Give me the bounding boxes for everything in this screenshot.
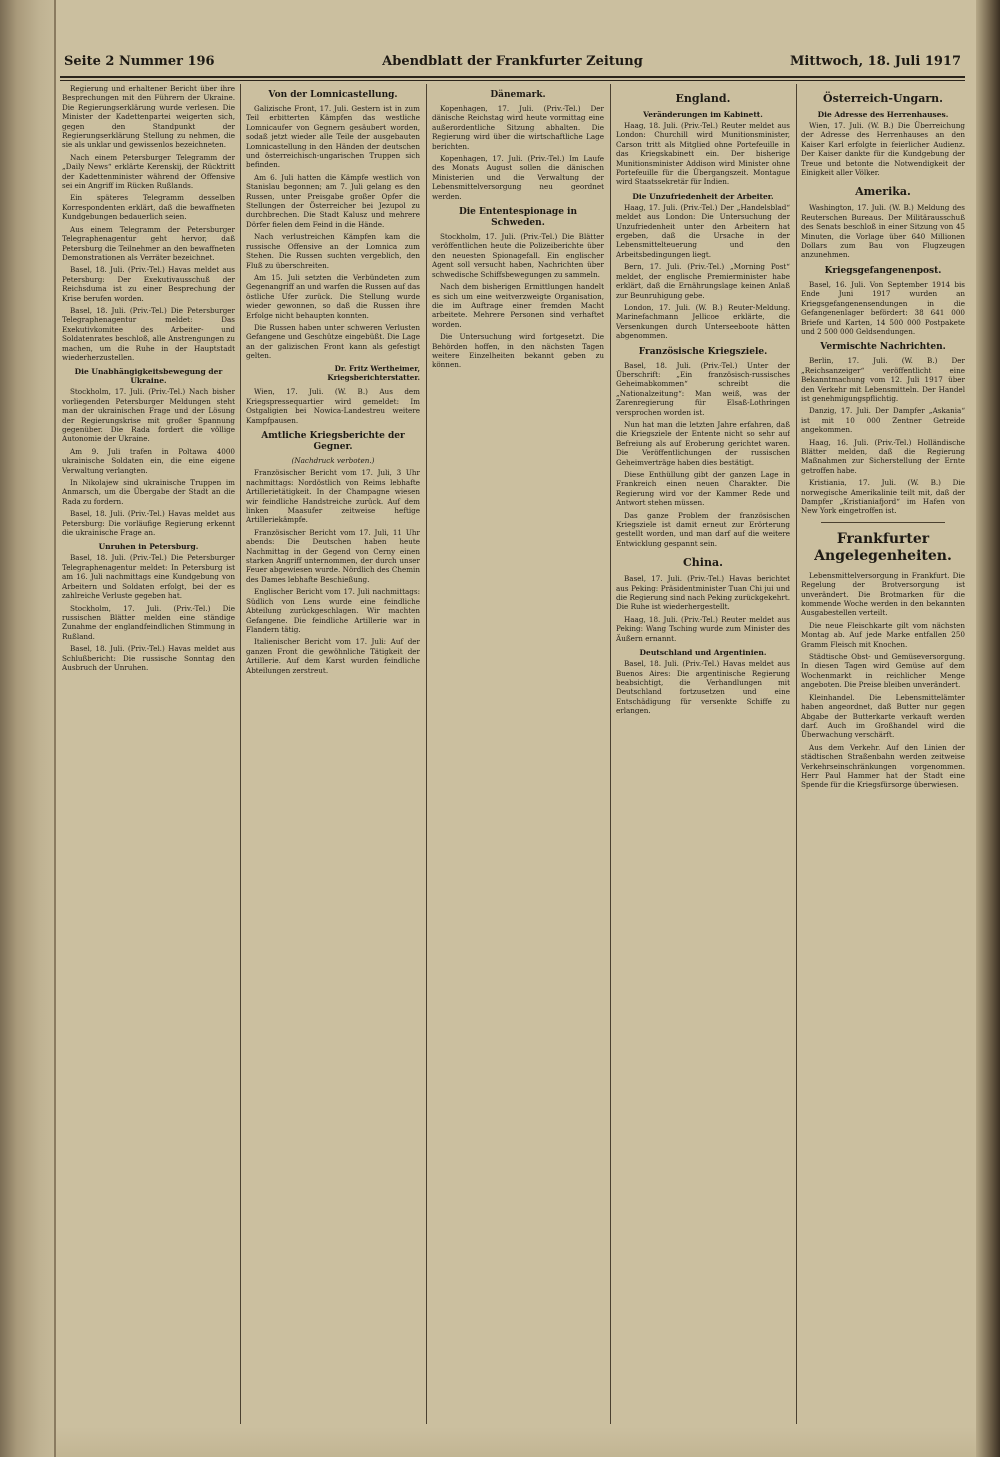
article-paragraph: Kleinhandel. Die Lebensmittelämter haben angeordnet, daß Butter nur gegen Abgabe der Butterkarte verkauft werden darf. Auch im Großhandel wird die Überwachung verschärft. — [801, 692, 965, 740]
article-paragraph: London, 17. Juli. (W. B.) Reuter-Meldung. Marinefachmann Jellicoe erklärte, die Versenkungen durch Unterseeboote hätten abgenommen. — [616, 302, 790, 341]
article-headline: Kriegsgefangenenpost. — [824, 265, 942, 276]
article-paragraph: Basel, 18. Juli. (Priv.-Tel.) Unter der Überschrift: „Ein französisch-russisches Geheimabkommen“ schreibt die „Nationalzeitung“: Man weiß, was der Zarenregierung für Elsaß-Lothringen versprochen worden ist. — [616, 360, 790, 417]
article-paragraph: Danzig, 17. Juli. Der Dampfer „Askania“ ist mit 10 000 Zentner Getreide angekommen. — [801, 406, 965, 435]
article-paragraph: Die Russen haben unter schweren Verlusten Gefangene und Geschütze eingebüßt. Die Lage an der galizischen Front kann als gefestigt gelten. — [246, 322, 420, 361]
article-paragraph: Washington, 17. Juli. (W. B.) Meldung des Reuterschen Bureaus. Der Militärausschuß des Senats beschloß in einer Sitzung von 45 Minuten, die Vorlage über 640 Millionen Dollars zum Bau von Flugzeugen anzunehmen. — [801, 203, 965, 260]
column-rule — [610, 84, 611, 1424]
article-paragraph: Stockholm, 17. Juli. (Priv.-Tel.) Die russischen Blätter melden eine ständige Zunahme der englandfeindlichen Stimmung in Rußland. — [62, 603, 235, 641]
newspaper-title: Abendblatt der Frankfurter Zeitung — [382, 54, 643, 69]
article-paragraph: Diese Enthüllung gibt der ganzen Lage in Frankreich einen neuen Charakter. Die Regierung wird vor der Kammer Rede und Antwort stehen müssen. — [616, 470, 790, 508]
article-paragraph: Haag, 18. Juli. (Priv.-Tel.) Reuter meldet aus Peking: Wang Tsching wurde zum Minister des Äußern ernannt. — [616, 614, 790, 643]
article-paragraph: Regierung und erhaltener Bericht über ihre Besprechungen mit den Führern der Ukraine. Die Regierungserklärung wurde verlesen. Die Minister der Kadettenpartei weigerten sich, gegen den Standpunkt der Regierungserklärung Stellung zu nehmen, die sie als unklar und gewissenlos bezeichneten. — [62, 84, 235, 150]
column-1 — [62, 84, 235, 1424]
article-paragraph: Basel, 17. Juli. (Priv.-Tel.) Havas berichtet aus Peking: Präsidentminister Tuan Chi jui und die Regierung sind nach Peking zurückgekehrt. Die Ruhe ist wiederhergestellt. — [616, 574, 790, 612]
article-paragraph: Ein späteres Telegramm desselben Korrespondenten erklärt, daß die bewaffneten Kundgebungen bedauerlich seien. — [62, 193, 235, 222]
article-paragraph: Haag, 17. Juli. (Priv.-Tel.) Der „Handelsblad“ meldet aus London: Die Untersuchung der Unzufriedenheit unter den Arbeitern hat ergeben, daß die Ursache in der Lebensmittelteuerung und den Arbeitsbedingungen liegt. — [616, 202, 790, 259]
column-rule — [426, 84, 427, 1424]
article-paragraph: Nach einem Petersburger Telegramm der „Daily News“ erklärte Kerenskij, der Rücktritt der Kadettenminister während der Offensive sei ein Angriff im Rücken Rußlands. — [62, 152, 235, 191]
column-4 — [616, 84, 790, 1424]
article-headline: Deutschland und Argentinien. — [639, 648, 767, 658]
article-paragraph: Nun hat man die letzten Jahre erfahren, daß die Kriegsziele der Entente nicht so sehr auf Befreiung als auf Eroberung gerichtet waren. Die Veröffentlichungen der russischen Geheimverträge haben dies bestätigt. — [616, 419, 790, 467]
column-3 — [432, 84, 604, 1424]
article-paragraph: Basel, 18. Juli. (Priv.-Tel.) Havas meldet aus Buenos Aires: Die argentinische Regierung beabsichtigt, die Verhandlungen mit Deutschland fortzusetzen und eine Entschädigung für versenkte Schiffe zu erlangen. — [616, 659, 790, 716]
article-paragraph: Die neue Fleischkarte gilt vom nächsten Montag ab. Auf jede Marke entfallen 250 Gramm Fleisch mit Knochen. — [801, 620, 965, 649]
article-headline: Die Unzufriedenheit der Arbeiter. — [632, 191, 774, 201]
article-paragraph: Stockholm, 17. Juli. (Priv.-Tel.) Die Blätter veröffentlichen heute die Polizeiberichte über den neuesten Spionagefall. Ein englischer Agent soll versucht haben, Nachrichten über schwedische Schiffsbewegungen zu sammeln. — [432, 232, 604, 279]
article-headline: Die Adresse des Herrenhauses. — [817, 110, 949, 119]
article-paragraph: Wien, 17. Juli. (W. B.) Die Überreichung der Adresse des Herrenhauses an den Kaiser Karl erfolgte in feierlicher Audienz. Der Kaiser dankte für die Kundgebung der Treue und betonte die Notwendigkeit der Einigkeit aller Völker. — [801, 121, 965, 178]
article-paragraph: Am 15. Juli setzten die Verbündeten zum Gegenangriff an und warfen die Russen auf das östliche Ufer zurück. Die Stellung wurde wieder gewonnen, so daß die Russen ihre Erfolge nicht behaupten konnten. — [246, 272, 420, 320]
article-paragraph: Das ganze Problem der französischen Kriegsziele ist damit erneut zur Erörterung gestellt worden, und man darf auf die weitere Entwicklung gespannt sein. — [616, 510, 790, 548]
article-paragraph: Englischer Bericht vom 17. Juli nachmittags: Südlich von Lens wurde eine feindliche Abteilung zurückgeschlagen. Wir machten Gefangene. Die feindliche Artillerie war in Flandern tätig. — [246, 587, 420, 634]
article-paragraph: Kopenhagen, 17. Juli. (Priv.-Tel.) Der dänische Reichstag wird heute vormittag eine außerordentliche Sitzung abhalten. Die Regierung wird über die wirtschaftliche Lage berichten. — [432, 104, 604, 151]
article-paragraph: Galizische Front, 17. Juli. Gestern ist in zum Teil erbitterten Kämpfen das westliche Lomnicaufer von Gegnern gesäubert worden, sodaß jetzt wieder alle Teile der ausgebauten Lomnicastellung in den Händen der deutschen und österreichisch-ungarischen Truppen sich befinden. — [246, 104, 420, 170]
article-headline: Die Ententespionage in Schweden. — [458, 207, 578, 229]
article-headline: Französische Kriegsziele. — [638, 346, 768, 357]
column-rule — [796, 84, 797, 1424]
article-headline: Amtliche Kriegsberichte der Gegner. — [261, 431, 405, 452]
section-headline: China. — [683, 556, 723, 570]
byline: Dr. Fritz Wertheimer, Kriegsberichterstatter. — [327, 363, 420, 382]
article-paragraph: Am 6. Juli hatten die Kämpfe westlich von Stanislau begonnen; am 7. Juli gelang es den Russen, unter Preisgabe großer Opfer die Stellungen der Österreicher bei Jezupol zu durchbrechen. Die Stadt Kalusz und mehrere Dörfer fielen dem Feind in die Hände. — [246, 172, 420, 229]
page-bottom-shadow — [56, 1427, 976, 1457]
article-paragraph: Französischer Bericht vom 17. Juli, 3 Uhr nachmittags: Nordöstlich von Reims lebhafte Artillerietätigkeit. In der Champagne wiesen wir feindliche Handstreiche zurück. Auf dem linken Maasufer zeitweise heftige Artilleriekämpfe. — [246, 468, 420, 525]
article-paragraph: Lebensmittelversorgung in Frankfurt. Die Regelung der Brotversorgung ist unverändert. Die Brotmarken für die kommende Woche werden in den bekannten Ausgabestellen verteilt. — [801, 570, 965, 618]
article-paragraph: Basel, 18. Juli. (Priv.-Tel.) Havas meldet aus Petersburg: Der Exekutivausschuß der Reichsduma ist zu einer Besprechung der Krise berufen worden. — [62, 265, 235, 303]
article-subtitle: (Nachdruck verboten.) — [291, 456, 375, 465]
article-headline: Dänemark. — [490, 90, 546, 100]
article-paragraph: In Nikolajew sind ukrainische Truppen im Anmarsch, um die Übergabe der Stadt an die Rada zu fordern. — [62, 478, 235, 506]
article-paragraph: Stockholm, 17. Juli. (Priv.-Tel.) Nach bisher vorliegenden Petersburger Meldungen steht man der ukrainischen Frage und der Lösung der Regierungskrise mit großer Spannung gegenüber. Die Rada fordert die völlige Autonomie der Ukraine. — [62, 387, 235, 444]
article-paragraph: Basel, 18. Juli. (Priv.-Tel.) Die Petersburger Telegraphenagentur meldet: In Petersburg ist am 16. Juli nachmittags eine Kundgebung von Arbeitern und Soldaten erfolgt, bei der es zahlreiche Verluste gegeben hat. — [62, 553, 235, 601]
article-paragraph: Städtische Obst- und Gemüseversorgung. In diesen Tagen wird Gemüse auf dem Wochenmarkt in reichlicher Menge angeboten. Die Preise bleiben unverändert. — [801, 652, 965, 690]
section-headline: Amerika. — [855, 185, 911, 199]
section-headline: England. — [675, 92, 731, 105]
page-number: Seite 2 Nummer 196 — [64, 54, 215, 69]
book-binding — [0, 0, 56, 1457]
article-paragraph: Haag, 16. Juli. (Priv.-Tel.) Holländische Blätter melden, daß die Regierung Maßnahmen zur Sicherstellung der Ernte getroffen habe. — [801, 437, 965, 475]
article-paragraph: Bern, 17. Juli. (Priv.-Tel.) „Morning Post“ meldet, der englische Premierminister habe erklärt, daß die Ernährungslage keinen Anlaß zur Beunruhigung gebe. — [616, 262, 790, 300]
issue-date: Mittwoch, 18. Juli 1917 — [790, 54, 961, 69]
article-paragraph: Basel, 18. Juli. (Priv.-Tel.) Die Petersburger Telegraphenagentur meldet: Das Exekutivkomitee des Arbeiter- und Soldatenrates beschloß, alle Anstrengungen zu machen, um die Ruhe in der Hauptstadt wiederherzustellen. — [62, 305, 235, 362]
column-5 — [801, 84, 965, 1424]
article-headline: Vermischte Nachrichten. — [820, 342, 946, 353]
article-paragraph: Die Untersuchung wird fortgesetzt. Die Behörden hoffen, in den nächsten Tagen weitere Einzelheiten bekannt geben zu können. — [432, 332, 604, 370]
article-paragraph: Wien, 17. Juli. (W. B.) Aus dem Kriegspressequartier wird gemeldet: Im Ostgaligien bei Nowica-Landestreu weitere Kampfpausen. — [246, 387, 420, 425]
page-edge — [976, 0, 1000, 1457]
column-2 — [246, 84, 420, 1424]
article-paragraph: Nach verlustreichen Kämpfen kam die russische Offensive an der Lomnica zum Stehen. Die Russen suchten vergeblich, den Fluß zu überschreiten. — [246, 232, 420, 270]
article-paragraph: Italienischer Bericht vom 17. Juli: Auf der ganzen Front die gewöhnliche Tätigkeit der Artillerie. Auf dem Karst wurden feindliche Abteilungen zerstreut. — [246, 637, 420, 675]
article-paragraph: Berlin, 17. Juli. (W. B.) Der „Reichsanzeiger“ veröffentlicht eine Bekanntmachung vom 12. Juli 1917 über den Verkehr mit Lebensmitteln. Der Handel ist genehmigungspflichtig. — [801, 356, 965, 403]
article-paragraph: Kopenhagen, 17. Juli. (Priv.-Tel.) Im Laufe des Monats August sollen die dänischen Ministerien und die Verwaltung der Lebensmittelversorgung neu geordnet werden. — [432, 154, 604, 201]
article-paragraph: Nach dem bisherigen Ermittlungen handelt es sich um eine weitverzweigte Organisation, die im Auftrage einer fremden Macht arbeitete. Mehrere Personen sind verhaftet worden. — [432, 282, 604, 329]
article-paragraph: Am 9. Juli trafen in Poltawa 4000 ukrainische Soldaten ein, die eine eigene Verwaltung verlangten. — [62, 446, 235, 475]
article-paragraph: Basel, 16. Juli. Von September 1914 bis Ende Juni 1917 wurden an Kriegsgefangenensendungen in die Gefangenenlager befördert: 38 641 000 Briefe und Karten, 14 500 000 Postpakete und 2 500 000 Geldsendungen. — [801, 279, 965, 336]
article-headline: Veränderungen im Kabinett. — [643, 110, 763, 119]
article-paragraph: Französischer Bericht vom 17. Juli, 11 Uhr abends: Die Deutschen haben heute Nachmittag in der Gegend von Cerny einen starken Angriff unternommen, der durch unser Feuer abgewiesen wurde. Nördlich des Chemin des Dames lebhafte Beschießung. — [246, 527, 420, 584]
article-paragraph: Haag, 18. Juli. (Priv.-Tel.) Reuter meldet aus London: Churchill wird Munitionsminister, Carson tritt als Mitglied ohne Portefeuille in das Kriegskabinett ein. Der bisherige Munitionsminister Addison wird Minister ohne Portefeuille für die Übergangszeit. Montague wird Staatssekretär für Indien. — [616, 121, 790, 187]
article-headline: Unruhen in Petersburg. — [98, 542, 199, 552]
article-paragraph: Aus einem Telegramm der Petersburger Telegraphenagentur geht hervor, daß Petersburg die Teilnehmer an den bewaffneten Demonstrationen als Verräter bezeichnet. — [62, 224, 235, 262]
section-headline: Österreich-Ungarn. — [823, 92, 943, 105]
newspaper-sheet — [60, 48, 965, 1428]
article-paragraph: Basel, 18. Juli. (Priv.-Tel.) Havas meldet aus Petersburg: Die vorläufige Regierung erkennt die ukrainische Frage an. — [62, 509, 235, 538]
masthead — [60, 48, 965, 78]
article-headline: Die Unabhängigkeitsbewegung der Ukraine. — [74, 367, 223, 386]
divider — [821, 522, 945, 523]
article-paragraph: Basel, 18. Juli. (Priv.-Tel.) Havas meldet aus Schlußbericht: Die russische Sonntag den Ausbruch der Unruhen. — [62, 644, 235, 672]
section-headline: Frankfurter Angelegenheiten. — [814, 530, 952, 564]
column-rule — [240, 84, 241, 1424]
article-headline: Von der Lomnicastellung. — [268, 90, 398, 100]
article-paragraph: Aus dem Verkehr. Auf den Linien der städtischen Straßenbahn werden zeitweise Verkehrseinschränkungen vorgenommen. Herr Paul Hammer hat der Stadt eine Spende für die Kriegsfürsorge überwiesen. — [801, 742, 965, 790]
article-paragraph: Kristiania, 17. Juli. (W. B.) Die norwegische Amerikalinie teilt mit, daß der Dampfer „Kristianiafjord“ im Hafen von New York eingetroffen ist. — [801, 478, 965, 516]
